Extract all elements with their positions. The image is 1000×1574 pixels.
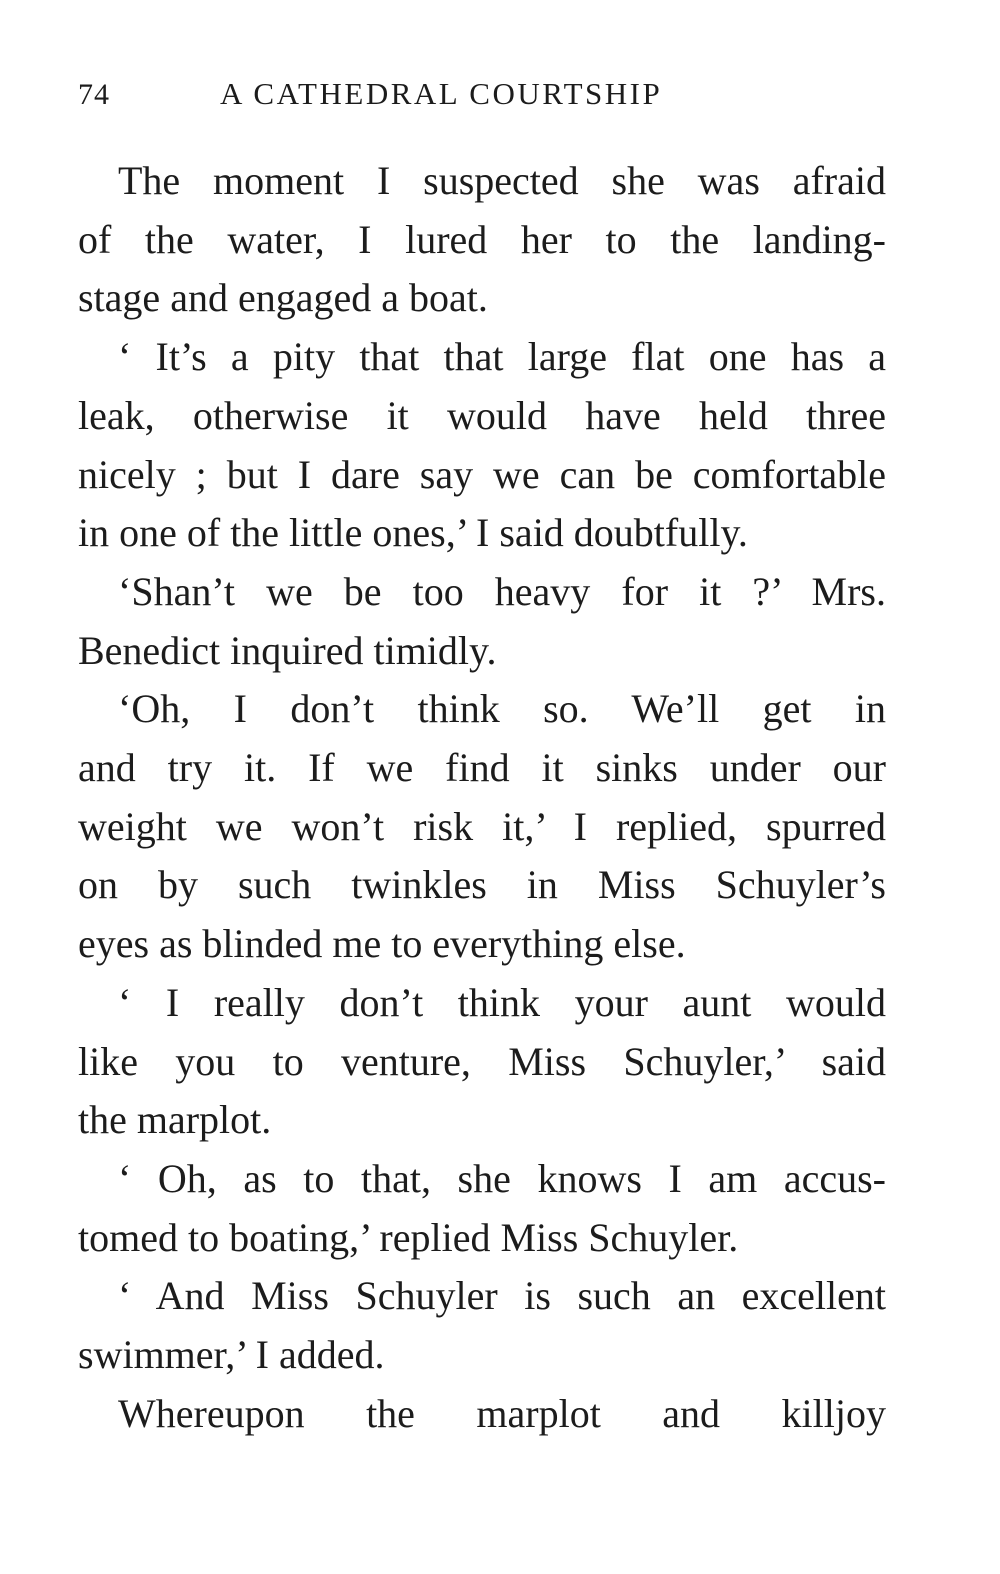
text-line: Whereupon the marplot and killjoy [118,1390,886,1436]
text-line: Benedict inquired timidly. [78,627,497,673]
text-line: like you to venture, Miss Schuyler,’ said [78,1038,886,1084]
text-line: the marplot. [78,1097,272,1143]
text-line: The moment I suspected she was afraid [118,158,886,203]
text-line: weight we won’t risk it,’ I replied, spurred [78,803,886,849]
text-line: tomed to boating,’ replied Miss Schuyler. [78,1214,739,1260]
text-line: leak, otherwise it would have held three [78,392,886,438]
text-line: ‘ It’s a pity that that large flat one has a [118,334,886,380]
page-number: 74 [78,78,110,111]
text-line: on by such twinkles in Miss Schuyler’s [78,862,886,908]
text-line: swimmer,’ I added. [78,1332,385,1378]
text-line: ‘ Oh, as to that, she knows I am accus- [118,1155,886,1201]
body-text [78,152,886,1443]
text-line: in one of the little ones,’ I said doubtfully. [78,510,748,556]
text-line: nicely ; but I dare say we can be comfortable [78,451,886,497]
text-line: ‘Oh, I don’t think so. We’ll get in [118,686,886,732]
text-line: ‘ I really don’t think your aunt would [118,979,886,1025]
text-line: stage and engaged a boat. [78,275,488,321]
running-head [78,70,888,120]
running-title: A CATHEDRAL COURTSHIP [220,76,663,111]
text-line: ‘Shan’t we be too heavy for it ?’ Mrs. [118,568,886,614]
text-line: ‘ And Miss Schuyler is such an excellent [118,1273,886,1319]
text-line: and try it. If we find it sinks under our [78,745,886,791]
text-line: of the water, I lured her to the landing- [78,216,886,262]
text-line: eyes as blinded me to everything else. [78,921,686,967]
